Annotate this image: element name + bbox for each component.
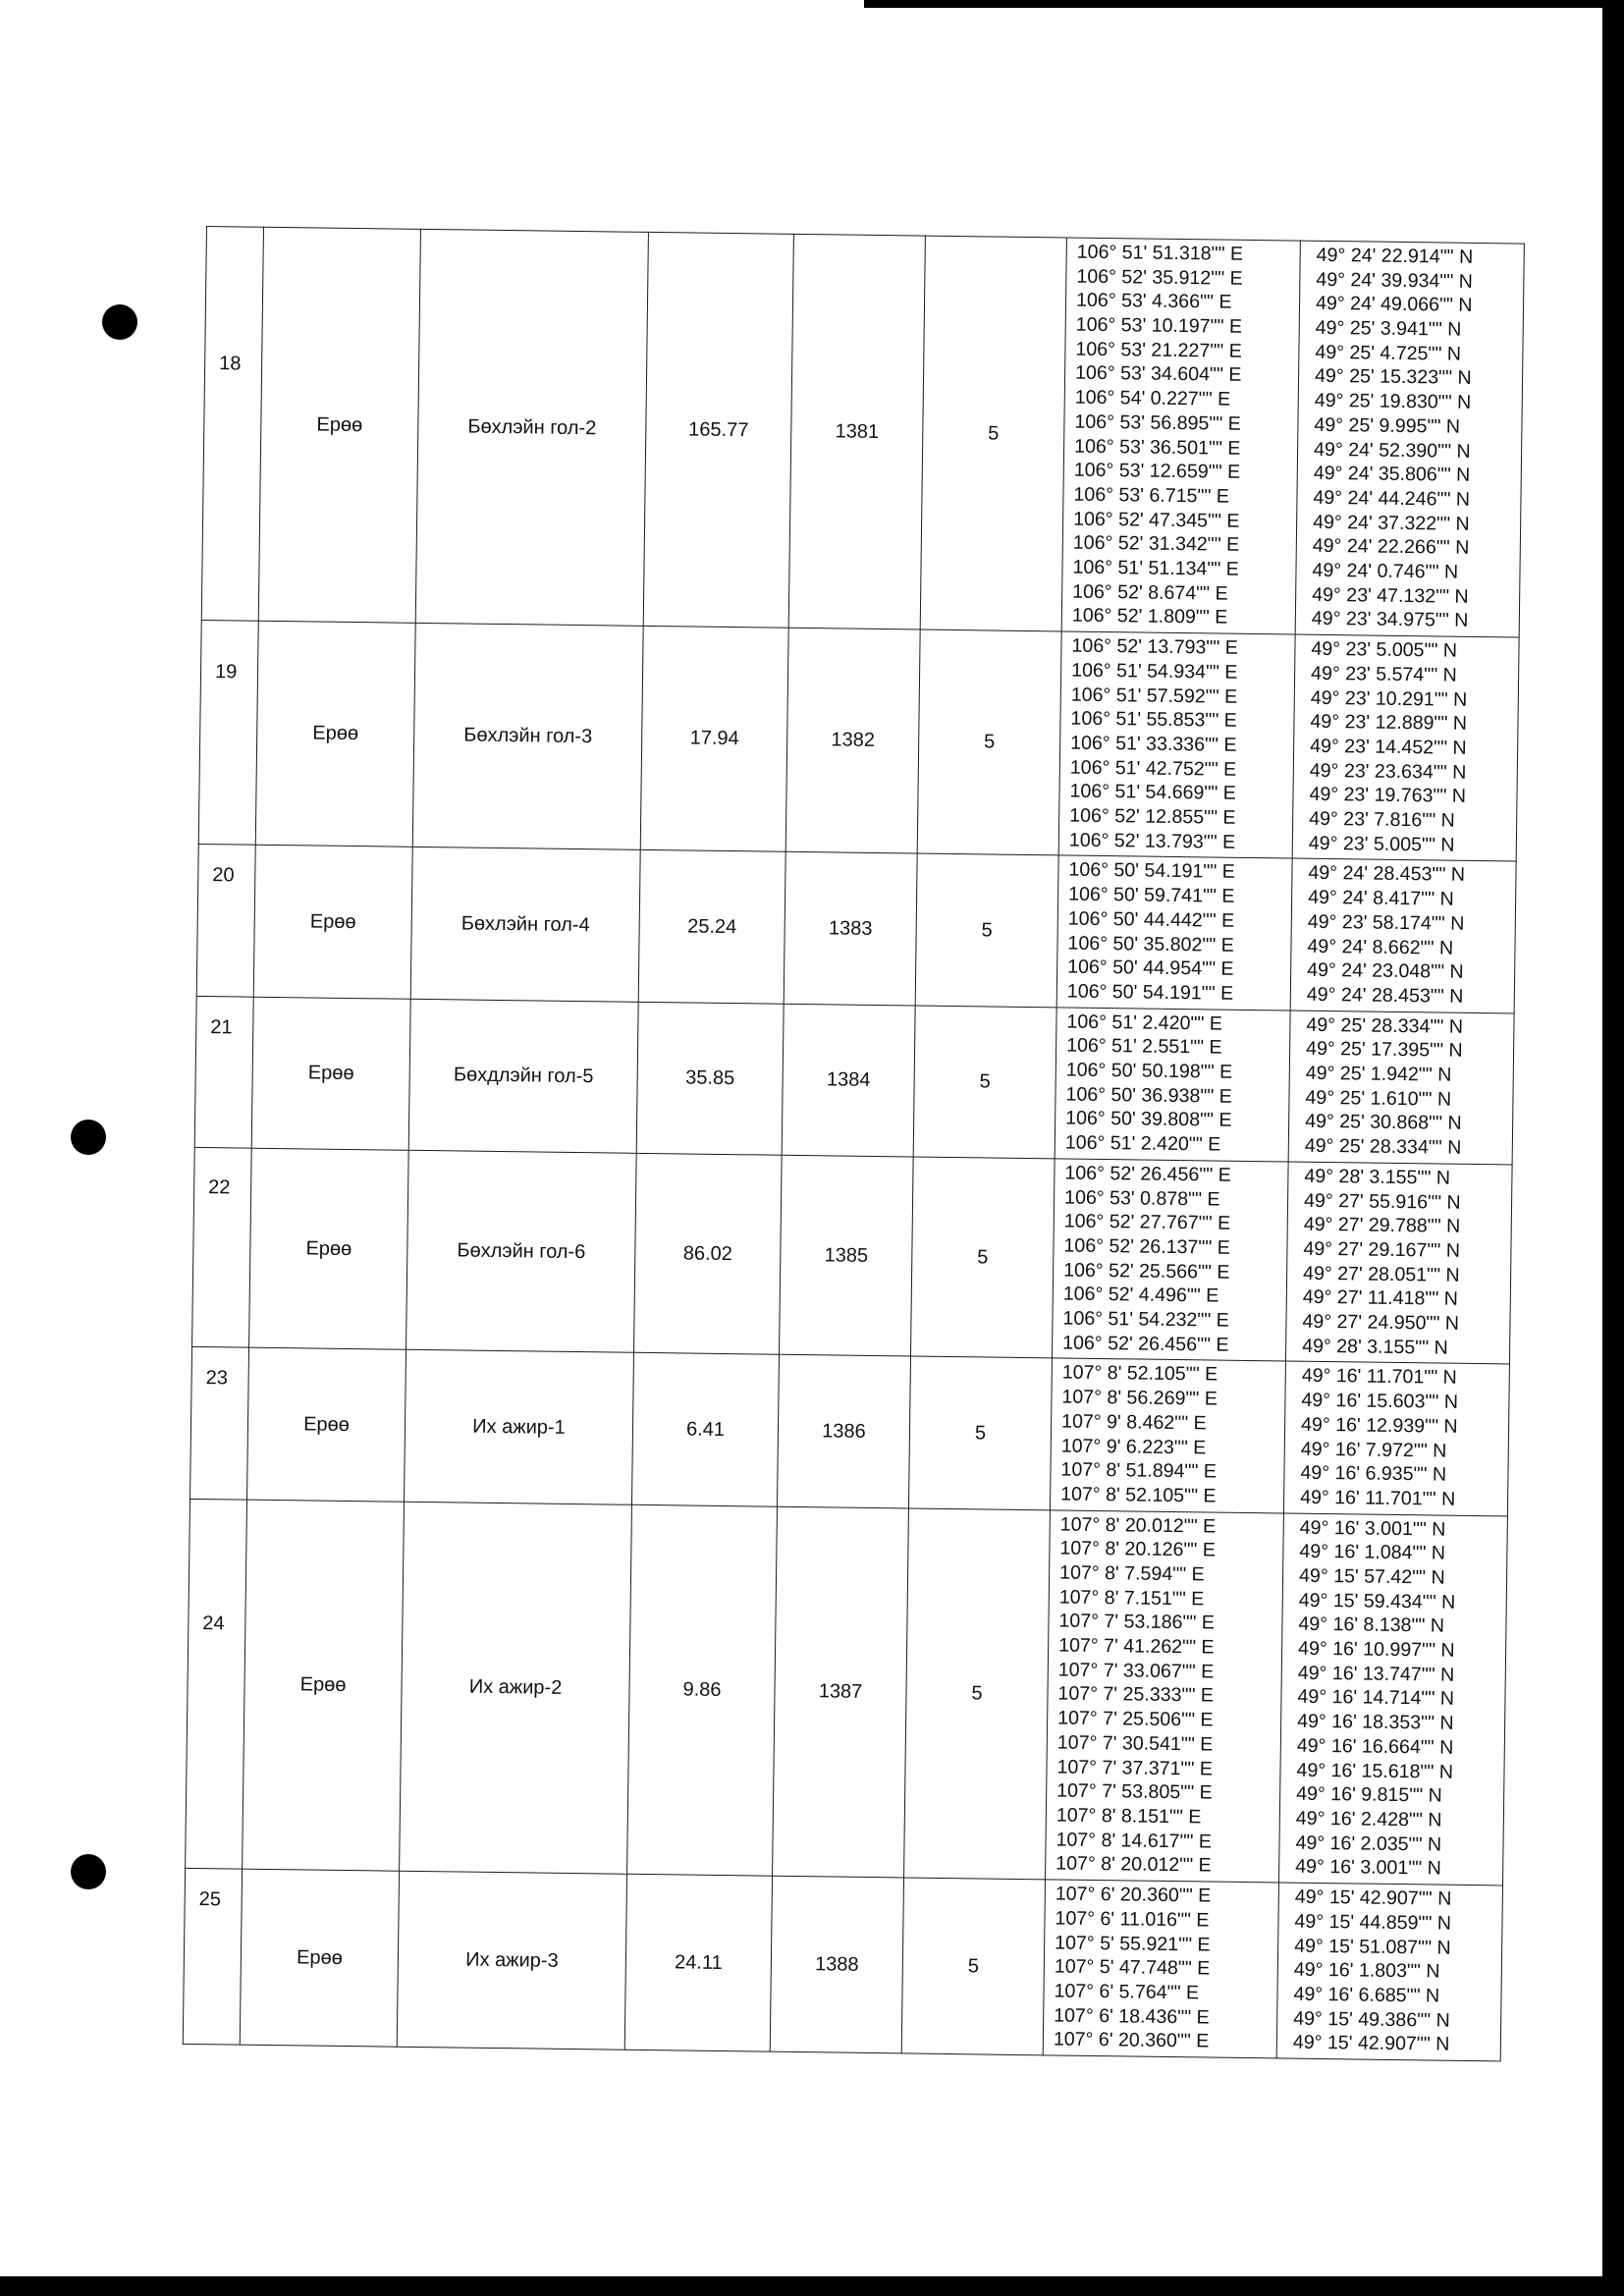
longitude-value: 106° 53' 36.501"" E	[1073, 435, 1241, 460]
row-number-cell	[192, 1147, 252, 1347]
punch-hole	[102, 304, 137, 340]
latitude-value: 49° 16' 6.685"" N	[1293, 1983, 1440, 2007]
latitude-value: 49° 25' 19.830"" N	[1314, 389, 1472, 414]
location-name-cell: Бөхлэйн гол-2	[415, 229, 648, 626]
longitude-value: 106° 53' 34.604"" E	[1074, 362, 1242, 387]
longitude-cell	[1046, 1510, 1284, 1884]
longitude-value: 106° 50' 54.191"" E	[1068, 859, 1235, 884]
document-page	[183, 226, 1524, 2061]
longitude-value: 106° 52' 8.674"" E	[1072, 580, 1228, 605]
longitude-value: 106° 50' 54.191"" E	[1066, 980, 1234, 1005]
row-number-cell	[201, 227, 263, 622]
longitude-value: 107° 6' 11.016"" E	[1055, 1907, 1210, 1932]
longitude-value: 106° 50' 39.808"" E	[1065, 1107, 1232, 1132]
latitude-value: 49° 23' 7.816"" N	[1309, 807, 1455, 832]
code-cell: 1388	[770, 1876, 903, 2053]
latitude-value: 49° 25' 28.334"" N	[1306, 1013, 1464, 1038]
latitude-value: 49° 15' 49.386"" N	[1293, 2007, 1450, 2032]
longitude-value: 106° 50' 35.802"" E	[1067, 932, 1234, 957]
latitude-value: 49° 23' 5.005"" N	[1308, 832, 1455, 856]
table-row	[194, 996, 1514, 1165]
latitude-value: 49° 27' 24.950"" N	[1302, 1310, 1460, 1335]
latitude-value: 49° 23' 19.763"" N	[1309, 784, 1467, 808]
row-number-cell	[198, 621, 258, 846]
code-cell: 1385	[780, 1155, 914, 1356]
longitude-value: 107° 7' 53.186"" E	[1058, 1610, 1216, 1634]
latitude-value: 49° 23' 47.132"" N	[1312, 583, 1469, 608]
longitude-value: 106° 51' 51.318"" E	[1076, 241, 1244, 265]
latitude-value: 49° 16' 15.603"" N	[1301, 1389, 1459, 1413]
longitude-cell	[1052, 1159, 1288, 1362]
row-number-cell	[183, 1869, 242, 2046]
latitude-value: 49° 25' 4.725"" N	[1315, 341, 1462, 365]
longitude-value: 106° 52' 25.566"" E	[1063, 1259, 1230, 1284]
longitude-value: 107° 8' 7.151"" E	[1058, 1586, 1205, 1611]
longitude-value: 107° 7' 25.333"" E	[1057, 1682, 1215, 1708]
latitude-value: 49° 25' 1.942"" N	[1305, 1062, 1452, 1086]
longitude-value: 106° 50' 44.954"" E	[1067, 956, 1234, 980]
longitude-value: 107° 7' 41.262"" E	[1058, 1634, 1215, 1659]
count-cell: 5	[901, 1878, 1045, 2055]
longitude-value: 106° 51' 2.420"" E	[1064, 1131, 1221, 1156]
longitude-value: 107° 7' 30.541"" E	[1056, 1731, 1214, 1756]
code-cell: 1381	[788, 234, 925, 629]
latitude-value: 49° 27' 29.167"" N	[1303, 1237, 1461, 1262]
row-number: 23	[205, 1367, 229, 1390]
longitude-value: 106° 50' 44.442"" E	[1067, 907, 1235, 932]
latitude-value: 49° 27' 29.788"" N	[1303, 1213, 1461, 1238]
location-name-cell: Бөхлэйн гол-4	[410, 847, 640, 1002]
longitude-value: 106° 51' 54.934"" E	[1071, 659, 1238, 683]
latitude-value: 49° 24' 22.914"" N	[1316, 244, 1474, 268]
latitude-value: 49° 16' 1.084"" N	[1299, 1541, 1446, 1564]
area-value-cell: 6.41	[631, 1353, 779, 1506]
table-row	[190, 1347, 1510, 1516]
longitude-value: 106° 53' 56.895"" E	[1074, 410, 1241, 435]
location-name-cell: Их ажир-2	[400, 1502, 632, 1875]
latitude-value: 49° 23' 14.452"" N	[1310, 735, 1467, 759]
row-number: 20	[212, 864, 235, 887]
latitude-value: 49° 16' 11.701"" N	[1300, 1486, 1456, 1510]
latitude-value: 49° 24' 8.417"" N	[1307, 886, 1454, 910]
area-type-cell: Ерөө	[253, 846, 412, 999]
count-cell: 5	[917, 629, 1061, 855]
longitude-value: 106° 50' 59.741"" E	[1068, 883, 1235, 907]
longitude-value: 107° 7' 33.067"" E	[1057, 1659, 1215, 1683]
longitude-value: 106° 53' 21.227"" E	[1075, 338, 1242, 362]
row-number-cell	[186, 1499, 247, 1869]
table-row	[192, 1147, 1513, 1364]
longitude-value: 107° 9' 8.462"" E	[1060, 1410, 1207, 1435]
latitude-cell	[1279, 1513, 1508, 1886]
location-name-cell: Их ажир-1	[405, 1350, 634, 1504]
longitude-value: 107° 7' 37.371"" E	[1056, 1755, 1214, 1780]
latitude-value: 49° 16' 12.939"" N	[1300, 1413, 1458, 1438]
row-number: 18	[219, 352, 242, 375]
longitude-value: 106° 52' 26.456"" E	[1062, 1332, 1229, 1356]
count-cell: 5	[904, 1508, 1051, 1880]
latitude-value: 49° 24' 37.322"" N	[1313, 511, 1470, 535]
latitude-value: 49° 25' 28.334"" N	[1304, 1134, 1462, 1159]
latitude-value: 49° 16' 11.701"" N	[1301, 1365, 1457, 1390]
latitude-value: 49° 28' 3.155"" N	[1304, 1165, 1451, 1189]
latitude-value: 49° 24' 39.934"" N	[1316, 268, 1474, 293]
longitude-value: 106° 51' 2.420"" E	[1066, 1011, 1223, 1035]
row-number: 24	[202, 1612, 225, 1635]
punch-hole	[71, 1854, 106, 1889]
location-name-cell: Бөхлэйн гол-3	[412, 624, 643, 850]
longitude-value: 107° 8' 56.269"" E	[1061, 1386, 1218, 1410]
longitude-value: 106° 51' 55.853"" E	[1070, 707, 1237, 733]
latitude-value: 49° 24' 28.453"" N	[1306, 983, 1464, 1008]
count-cell: 5	[913, 1006, 1056, 1159]
longitude-value: 106° 50' 36.938"" E	[1065, 1083, 1232, 1108]
longitude-value: 107° 7' 53.805"" E	[1056, 1779, 1213, 1804]
latitude-value: 49° 16' 13.747"" N	[1297, 1662, 1455, 1686]
longitude-value: 106° 52' 47.345"" E	[1073, 508, 1240, 532]
area-value-cell: 86.02	[634, 1153, 783, 1355]
latitude-value: 49° 25' 15.323"" N	[1314, 365, 1472, 390]
latitude-value: 49° 16' 7.972"" N	[1300, 1438, 1447, 1462]
latitude-value: 49° 15' 59.434"" N	[1298, 1589, 1456, 1613]
longitude-value: 106° 51' 57.592"" E	[1070, 683, 1238, 708]
latitude-value: 49° 23' 12.889"" N	[1310, 711, 1468, 736]
longitude-value: 107° 5' 55.921"" E	[1055, 1931, 1211, 1956]
longitude-value: 106° 52' 12.855"" E	[1069, 804, 1236, 829]
longitude-value: 106° 52' 26.456"" E	[1064, 1162, 1231, 1186]
area-value-cell: 24.11	[624, 1874, 772, 2051]
location-name-cell: Их ажир-3	[397, 1871, 626, 2050]
latitude-cell	[1292, 634, 1519, 861]
longitude-value: 106° 53' 0.878"" E	[1063, 1186, 1220, 1211]
longitude-value: 106° 52' 1.809"" E	[1071, 604, 1228, 629]
longitude-value: 107° 7' 25.506"" E	[1057, 1707, 1214, 1731]
latitude-value: 49° 23' 10.291"" N	[1310, 686, 1468, 711]
latitude-value: 49° 28' 3.155"" N	[1302, 1335, 1448, 1359]
latitude-value: 49° 16' 8.138"" N	[1298, 1613, 1445, 1638]
latitude-value: 49° 25' 30.868"" N	[1305, 1111, 1462, 1135]
area-type-cell: Ерөө	[240, 1869, 399, 2047]
latitude-value: 49° 15' 42.907"" N	[1294, 1886, 1452, 1910]
area-type-cell: Ерөө	[249, 1148, 409, 1350]
latitude-value: 49° 24' 23.048"" N	[1307, 958, 1464, 984]
count-cell: 5	[920, 236, 1066, 631]
longitude-value: 107° 6' 20.360"" E	[1055, 1883, 1212, 1907]
latitude-value: 49° 23' 5.005"" N	[1311, 637, 1458, 662]
latitude-cell	[1283, 1361, 1509, 1515]
location-name-cell: Бөхдлэйн гол-5	[408, 999, 638, 1153]
latitude-value: 49° 24' 35.806"" N	[1313, 462, 1471, 487]
longitude-value: 106° 52' 31.342"" E	[1072, 531, 1240, 557]
count-cell: 5	[915, 854, 1058, 1008]
longitude-value: 106° 53' 6.715"" E	[1073, 483, 1230, 508]
latitude-value: 49° 24' 8.662"" N	[1307, 935, 1454, 959]
latitude-value: 49° 27' 55.916"" N	[1303, 1189, 1461, 1214]
longitude-value: 107° 6' 18.436"" E	[1054, 2004, 1210, 2029]
table-body	[183, 227, 1524, 2061]
latitude-value: 49° 16' 18.353"" N	[1297, 1710, 1454, 1734]
row-number-cell	[194, 996, 253, 1148]
longitude-value: 106° 54' 0.227"" E	[1074, 386, 1231, 410]
table-row	[196, 845, 1516, 1013]
longitude-value: 106° 51' 42.752"" E	[1069, 756, 1237, 781]
longitude-cell	[1055, 1008, 1290, 1162]
latitude-value: 49° 15' 57.42"" N	[1298, 1564, 1445, 1589]
longitude-value: 106° 51' 2.551"" E	[1066, 1034, 1222, 1059]
longitude-value: 106° 51' 54.232"" E	[1062, 1307, 1229, 1332]
row-number: 21	[210, 1015, 233, 1039]
area-type-cell: Ерөө	[251, 997, 410, 1150]
code-cell: 1384	[782, 1004, 915, 1157]
latitude-value: 49° 15' 42.907"" N	[1292, 2031, 1450, 2055]
longitude-value: 106° 51' 54.669"" E	[1069, 780, 1236, 805]
table-row	[198, 621, 1519, 862]
latitude-cell	[1290, 859, 1516, 1013]
longitude-value: 107° 8' 52.105"" E	[1060, 1483, 1217, 1507]
longitude-value: 107° 5' 47.748"" E	[1054, 1955, 1211, 1980]
longitude-value: 107° 8' 14.617"" E	[1056, 1829, 1213, 1853]
area-type-cell: Ерөө	[255, 621, 415, 847]
longitude-value: 106° 52' 4.496"" E	[1062, 1283, 1219, 1307]
longitude-value: 106° 50' 50.198"" E	[1065, 1059, 1233, 1083]
table-row	[201, 227, 1524, 638]
latitude-value: 49° 24' 22.266"" N	[1312, 535, 1470, 560]
longitude-cell	[1050, 1358, 1285, 1512]
longitude-cell	[1058, 631, 1295, 858]
longitude-value: 106° 52' 13.793"" E	[1071, 634, 1238, 659]
latitude-value: 49° 24' 0.746"" N	[1312, 559, 1459, 583]
latitude-value: 49° 16' 9.815"" N	[1296, 1782, 1442, 1807]
latitude-value: 49° 24' 44.246"" N	[1313, 486, 1471, 511]
count-cell: 5	[910, 1157, 1055, 1358]
latitude-value: 49° 16' 14.714"" N	[1297, 1686, 1455, 1711]
longitude-value: 106° 52' 27.767"" E	[1063, 1210, 1231, 1234]
latitude-value: 49° 15' 44.859"" N	[1294, 1910, 1452, 1935]
latitude-value: 49° 24' 28.453"" N	[1308, 862, 1466, 887]
longitude-value: 107° 6' 20.360"" E	[1053, 2028, 1210, 2052]
area-type-cell: Ерөө	[243, 1500, 405, 1872]
scan-edge-top	[864, 0, 1624, 8]
latitude-value: 49° 16' 16.664"" N	[1296, 1734, 1454, 1759]
longitude-value: 106° 52' 13.793"" E	[1068, 829, 1236, 853]
latitude-cell	[1285, 1162, 1512, 1365]
scan-edge-bottom	[0, 2276, 1624, 2296]
row-number: 19	[214, 661, 238, 683]
latitude-value: 49° 24' 52.390"" N	[1313, 438, 1471, 463]
latitude-value: 49° 15' 51.087"" N	[1294, 1935, 1451, 1959]
area-type-cell: Ерөө	[258, 227, 420, 623]
code-cell: 1382	[785, 628, 920, 853]
row-number: 22	[208, 1175, 231, 1199]
table-row	[183, 1869, 1502, 2061]
longitude-value: 106° 53' 12.659"" E	[1073, 459, 1241, 483]
longitude-cell	[1061, 238, 1300, 634]
location-name-cell: Бөхлэйн гол-6	[406, 1150, 637, 1353]
longitude-value: 107° 8' 20.012"" E	[1056, 1852, 1212, 1877]
row-number-cell	[196, 845, 255, 997]
area-value-cell: 9.86	[627, 1504, 778, 1876]
punch-hole	[71, 1120, 106, 1155]
longitude-value: 107° 8' 20.126"" E	[1059, 1537, 1216, 1561]
latitude-value: 49° 25' 3.941"" N	[1315, 316, 1462, 341]
area-value-cell: 165.77	[643, 232, 793, 628]
latitude-value: 49° 16' 15.618"" N	[1296, 1759, 1454, 1783]
coordinates-table	[183, 226, 1525, 2061]
table-row	[186, 1499, 1508, 1886]
latitude-value: 49° 27' 28.051"" N	[1302, 1262, 1460, 1286]
latitude-value: 49° 16' 6.935"" N	[1300, 1461, 1447, 1486]
row-number: 25	[198, 1888, 222, 1911]
longitude-value: 107° 8' 51.894"" E	[1060, 1458, 1218, 1483]
longitude-value: 106° 53' 4.366"" E	[1075, 289, 1232, 314]
longitude-value: 107° 8' 7.594"" E	[1058, 1561, 1205, 1586]
longitude-value: 107° 8' 8.151"" E	[1056, 1804, 1202, 1829]
row-number-cell	[190, 1347, 249, 1500]
longitude-value: 107° 6' 5.764"" E	[1054, 1980, 1200, 2004]
latitude-value: 49° 25' 17.395"" N	[1305, 1038, 1463, 1063]
longitude-value: 107° 8' 20.012"" E	[1059, 1513, 1217, 1538]
code-cell: 1386	[777, 1355, 910, 1508]
latitude-value: 49° 16' 10.997"" N	[1297, 1637, 1455, 1662]
longitude-value: 107° 9' 6.223"" E	[1060, 1435, 1207, 1458]
latitude-value: 49° 16' 3.001"" N	[1299, 1516, 1446, 1541]
scan-edge-right	[1602, 0, 1624, 2296]
code-cell: 1387	[773, 1506, 909, 1878]
longitude-cell	[1056, 855, 1292, 1010]
latitude-value: 49° 27' 11.418"" N	[1302, 1286, 1458, 1311]
latitude-cell	[1288, 1011, 1514, 1165]
area-type-cell: Ерөө	[247, 1348, 406, 1502]
area-value-cell: 25.24	[638, 850, 785, 1004]
longitude-value: 107° 8' 52.105"" E	[1061, 1361, 1218, 1387]
latitude-value: 49° 25' 9.995"" N	[1314, 413, 1461, 438]
code-cell: 1383	[784, 852, 917, 1006]
latitude-value: 49° 25' 1.610"" N	[1305, 1086, 1452, 1111]
latitude-value: 49° 16' 1.803"" N	[1293, 1958, 1440, 1983]
count-cell: 5	[908, 1356, 1052, 1509]
latitude-value: 49° 24' 49.066"" N	[1315, 293, 1473, 317]
latitude-value: 49° 16' 3.001"" N	[1295, 1855, 1441, 1880]
longitude-value: 106° 52' 35.912"" E	[1076, 265, 1243, 290]
area-value-cell: 17.94	[640, 627, 788, 852]
latitude-value: 49° 23' 34.975"" N	[1311, 608, 1469, 632]
area-value-cell: 35.85	[636, 1002, 784, 1155]
latitude-value: 49° 23' 58.174"" N	[1307, 910, 1465, 935]
latitude-value: 49° 16' 2.035"" N	[1295, 1831, 1442, 1856]
latitude-value: 49° 23' 5.574"" N	[1310, 662, 1457, 686]
longitude-value: 106° 51' 33.336"" E	[1070, 732, 1237, 756]
longitude-cell	[1043, 1880, 1278, 2058]
latitude-cell	[1276, 1883, 1502, 2061]
longitude-value: 106° 52' 26.137"" E	[1063, 1234, 1230, 1259]
latitude-value: 49° 23' 23.634"" N	[1309, 759, 1467, 784]
latitude-cell	[1295, 241, 1524, 637]
latitude-value: 49° 16' 2.428"" N	[1295, 1807, 1442, 1831]
longitude-value: 106° 53' 10.197"" E	[1075, 313, 1243, 338]
longitude-value: 106° 51' 51.134"" E	[1072, 556, 1239, 580]
